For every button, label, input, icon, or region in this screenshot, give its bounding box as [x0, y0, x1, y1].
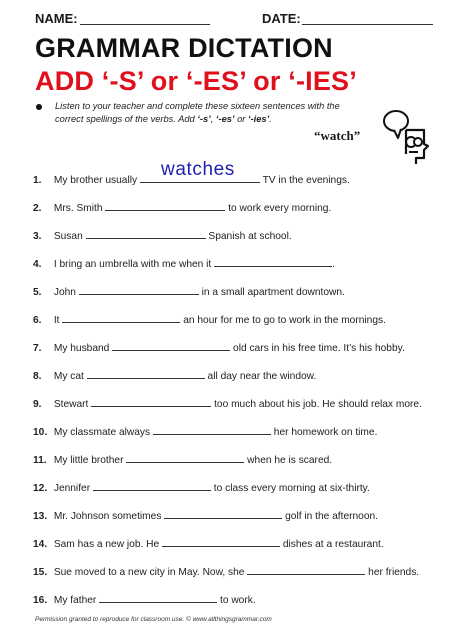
answer-blank[interactable] [214, 256, 332, 267]
instructions-line2: correct spellings of the verbs. Add [55, 113, 195, 124]
sentence-text-before: It [53, 315, 60, 326]
answer-blank[interactable] [247, 564, 365, 575]
sentence-2 [33, 200, 331, 214]
sentence-number: 14. [33, 539, 48, 550]
answer-blank[interactable] [91, 396, 211, 407]
sentence-text-before: Mrs. Smith [53, 203, 103, 214]
sentence-9 [33, 396, 422, 410]
sentence-text-after: her friends. [368, 567, 420, 578]
answer-blank[interactable] [105, 200, 225, 211]
sentence-text-before: My brother usually [53, 175, 138, 186]
example-verb: “watch” [314, 128, 361, 143]
sentence-number: 9. [33, 399, 42, 410]
sentence-number: 6. [33, 315, 42, 326]
sentence-13 [33, 508, 378, 522]
answer-blank[interactable] [93, 480, 211, 491]
answer-blank[interactable] [87, 368, 205, 379]
answer-blank[interactable] [112, 340, 230, 351]
date-line[interactable] [302, 24, 433, 25]
sentence-8 [33, 368, 316, 382]
sentence-number: 10. [33, 427, 48, 438]
sentence-text-after: to class every morning at six-thirty. [213, 483, 370, 494]
sentence-text-after: in a small apartment downtown. [201, 287, 345, 298]
sentence-text-after: Spanish at school. [208, 231, 292, 242]
sentence-text-before: Jennifer [53, 483, 91, 494]
instructions-line1: Listen to your teacher and complete these sixteen sentences with the [55, 101, 340, 111]
sentence-text-after: when he is scared. [247, 455, 333, 466]
sentence-5 [33, 284, 345, 298]
sentence-number: 2. [33, 203, 42, 214]
sentence-text-before: My classmate always [53, 427, 151, 438]
sentence-text-after: an hour for me to go to work in the mornings. [183, 315, 386, 326]
option-s: ‘-s’ [197, 113, 211, 124]
sentence-text-after: to work every morning. [228, 203, 332, 214]
sentence-text-after: too much about his job. He should relax more. [214, 399, 422, 410]
option-es: ‘-es’ [215, 113, 235, 124]
sentence-number: 7. [33, 343, 42, 354]
sentence-7 [33, 340, 405, 354]
sentence-number: 15. [33, 567, 48, 578]
page-subtitle: ADD ‘-S’ or ‘-ES’ or ‘-IES’ [35, 66, 357, 96]
answer-blank[interactable] [164, 508, 282, 519]
sentence-12 [33, 480, 370, 494]
sentence-number: 1. [33, 175, 42, 186]
answer-blank[interactable] [79, 284, 199, 295]
answer-blank[interactable] [140, 172, 260, 183]
answer-blank[interactable] [99, 592, 217, 603]
sentence-text-after: dishes at a restaurant. [282, 539, 384, 550]
sentence-10 [33, 424, 377, 438]
sentence-text-after: TV in the evenings. [262, 175, 350, 186]
sentence-text-before: Mr. Johnson sometimes [53, 511, 162, 522]
sentence-number: 3. [33, 231, 42, 242]
sentence-number: 11. [33, 455, 47, 466]
instructions: Listen to your teacher and complete these sixteen sentences with the correct spellings of the verbs. Add ‘-s’, ‘-es’ or ‘-ies’. [55, 101, 340, 124]
sentence-text-before: Sam has a new job. He [53, 539, 160, 550]
sentence-number: 12. [33, 483, 48, 494]
sentence-text-after: to work. [220, 595, 256, 606]
sentence-text-before: Susan [53, 231, 83, 242]
sentence-text-before: John [53, 287, 76, 298]
sentence-number: 13. [33, 511, 48, 522]
sentence-text-before: My father [53, 595, 97, 606]
sentence-14 [33, 536, 384, 550]
answer-blank[interactable] [153, 424, 271, 435]
sentence-15 [33, 564, 419, 578]
sentence-text-before: My little brother [53, 455, 124, 466]
sentence-text-after: all day near the window. [207, 371, 317, 382]
word-or: or [237, 113, 246, 124]
sentence-text-after: golf in the afternoon. [285, 511, 378, 522]
sentence-text-after: . [332, 259, 335, 270]
sentence-number: 8. [33, 371, 42, 382]
sentence-text-before: I bring an umbrella with me when it [53, 259, 212, 270]
sentence-4 [33, 256, 335, 270]
answer-blank[interactable] [86, 228, 206, 239]
sentence-text-before: Sue moved to a new city in May. Now, she [53, 567, 245, 578]
answer-blank[interactable] [62, 312, 180, 323]
example-answer: watches [161, 159, 235, 180]
sentence-number: 5. [33, 287, 42, 298]
sentence-text-before: My cat [53, 371, 84, 382]
bullet-icon [36, 104, 42, 110]
listening-head-icon [376, 108, 436, 168]
sentence-6 [33, 312, 386, 326]
sentence-number: 4. [33, 259, 42, 270]
name-line[interactable] [80, 24, 210, 25]
page-title: GRAMMAR DICTATION [35, 33, 333, 63]
option-ies: ‘-ies’ [247, 113, 270, 124]
answer-blank[interactable] [162, 536, 280, 547]
sentence-number: 16. [33, 595, 48, 606]
answer-blank[interactable] [126, 452, 244, 463]
sentence-text-after: her homework on time. [273, 427, 378, 438]
footer-permission: Permission granted to reproduce for classroom use. © www.allthingsgrammar.com [35, 616, 272, 623]
sentence-text-before: Stewart [53, 399, 89, 410]
sentence-1 [33, 172, 350, 186]
sentence-3 [33, 228, 292, 242]
sentence-text-before: My husband [53, 343, 110, 354]
sentence-11 [33, 452, 332, 466]
name-label: NAME: [35, 11, 78, 26]
date-label: DATE: [262, 11, 301, 26]
sentence-16 [33, 592, 256, 606]
sentence-text-after: old cars in his free time. It’s his hobby. [233, 343, 405, 354]
